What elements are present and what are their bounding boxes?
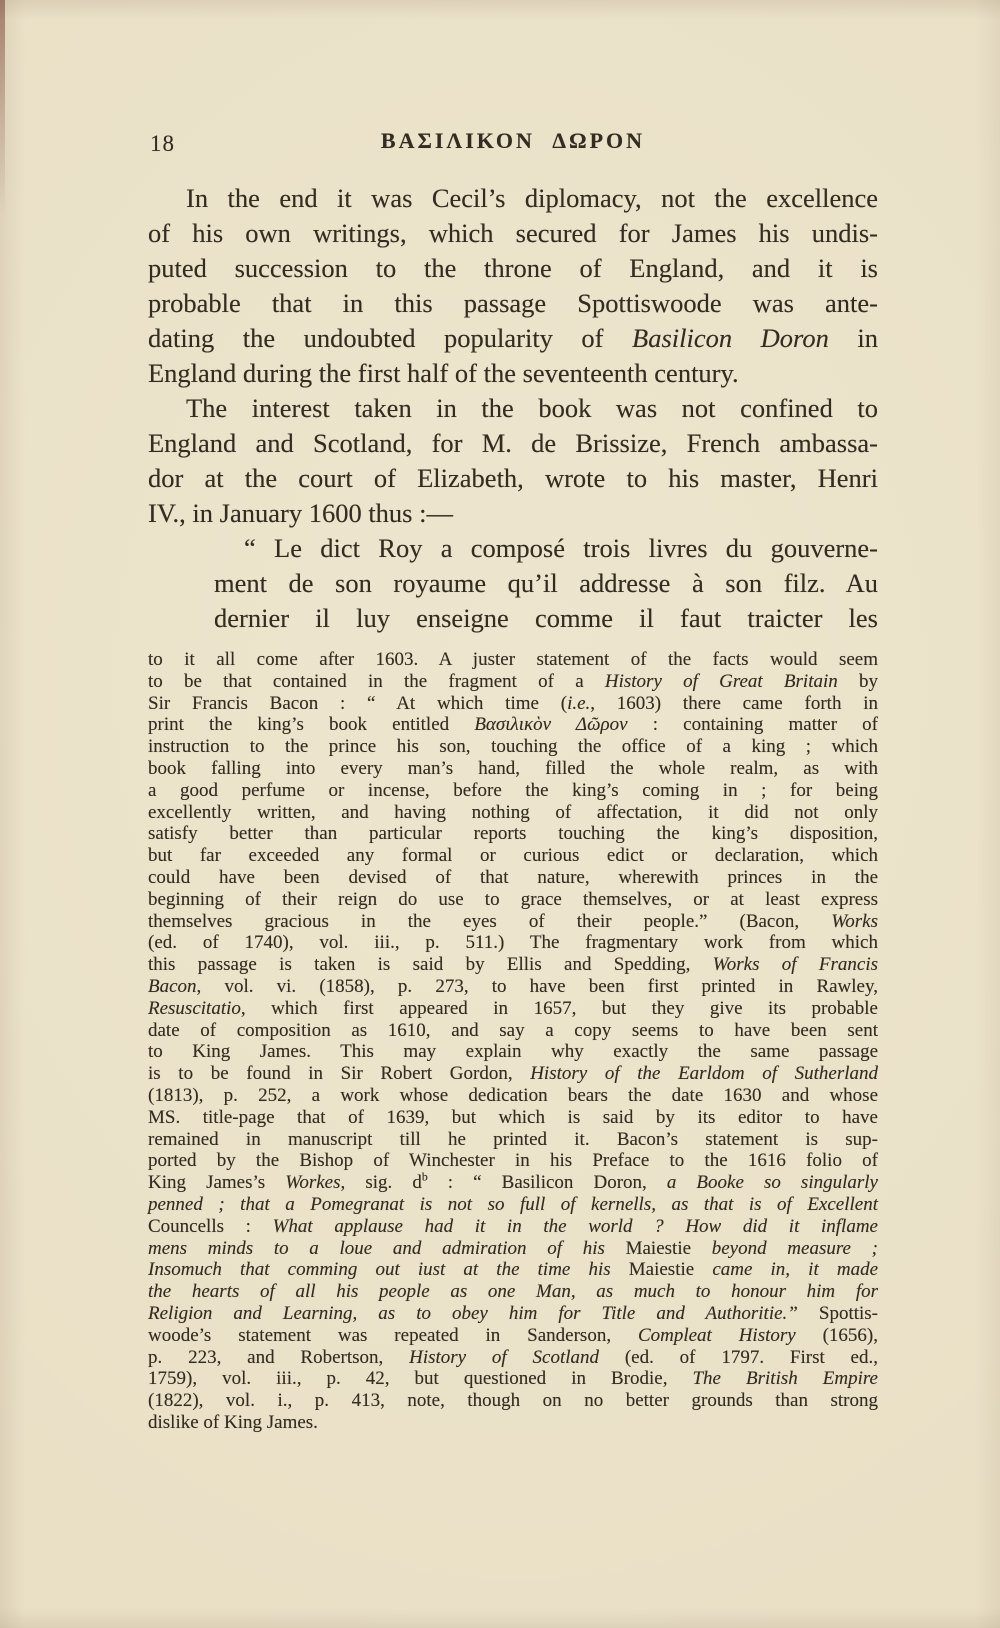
italic-segment: Insomuch that comming out iust at the time his [148, 1259, 629, 1281]
italic-segment: the hearts of all his people as one Man, as much to honour him for [148, 1281, 878, 1303]
superscript: b [421, 1170, 428, 1184]
text-line [148, 1129, 878, 1151]
text-segment: puted succession to the throne of England, and it is [148, 253, 878, 283]
text-segment: (1822), vol. i., p. 413, note, though on no better grounds than strong [148, 1390, 878, 1412]
text-line [148, 1063, 878, 1085]
text-line [148, 714, 878, 736]
text-segment: Maiestie [628, 1259, 695, 1281]
italic-segment: History of Scotland [409, 1346, 600, 1368]
text-line [148, 649, 878, 671]
italic-segment: Religion and Learning, as to obey him for Title and Authoritie.” [148, 1302, 798, 1324]
text-line [148, 1172, 878, 1194]
italic-segment: The British Empire [692, 1368, 878, 1390]
italic-segment: What applause had it in the world ? How did it inflame [272, 1215, 878, 1237]
text-segment: England and Scotland, for M. de Brissize, French ambassa- [148, 428, 878, 458]
text-segment: Councells : [148, 1215, 273, 1237]
text-segment: themselves gracious in the eyes of their people.” (Bacon, [148, 910, 832, 932]
italic-segment: came in, it made [694, 1259, 879, 1281]
italic-segment: Βασιλικὸν Δῶρον [474, 714, 628, 736]
text-segment: In the end it was Cecil’s diplomacy, not the excellence [186, 183, 878, 213]
text-line [148, 1368, 878, 1390]
text-segment: , vol. vi. (1858), p. 273, to have been first printed in Rawley, [196, 975, 878, 997]
text-segment: “ Le dict Roy a composé trois livres du gouverne- [244, 533, 878, 563]
italic-segment: Basilicon Doron [632, 323, 829, 353]
text-segment: remained in manuscript till he printed it. Bacon’s statement is sup- [148, 1128, 878, 1150]
text-segment: King James’s [148, 1172, 286, 1194]
text-segment: but far exceeded any formal or curious edict or declaration, which [148, 845, 878, 867]
text-line [148, 1041, 878, 1063]
text-line [148, 671, 878, 693]
text-line [148, 1216, 878, 1238]
text-line [148, 1085, 878, 1107]
text-line [148, 1412, 878, 1434]
text-line [148, 1107, 878, 1129]
text-line [148, 954, 878, 976]
text-line [148, 461, 878, 496]
text-line [148, 1194, 878, 1216]
text-segment: England during the first half of the seventeenth century. [148, 358, 739, 388]
page-header [148, 128, 878, 160]
text-segment: in [828, 323, 878, 353]
paragraph-2 [148, 391, 878, 531]
text-segment: date of composition as 1610, and say a copy seems to have been sent [148, 1019, 878, 1041]
text-segment: to King James. This may explain why exactly the same passage [148, 1041, 878, 1063]
text-segment: The interest taken in the book was not confined to [186, 393, 878, 423]
text-segment: is to be found in Sir Robert Gordon, [148, 1063, 531, 1085]
text-line [148, 802, 878, 824]
text-line [148, 1259, 878, 1281]
text-segment: woode’s statement was repeated in Sanderson, [148, 1324, 638, 1346]
text-segment: (1656), [795, 1324, 878, 1346]
text-segment: IV., in January 1600 thus :— [148, 498, 453, 528]
text-line [148, 1390, 878, 1412]
text-line [148, 823, 878, 845]
text-segment: to it all come after 1603. A juster statement of the facts would seem [148, 649, 878, 670]
text-segment: probable that in this passage Spottiswoode was ante- [148, 288, 878, 318]
text-segment: a good perfume or incense, before the king’s coming in ; for being [148, 779, 878, 801]
text-segment: , sig. d [340, 1172, 422, 1194]
italic-segment: beyond measure ; [691, 1237, 878, 1259]
footnote-block [148, 649, 878, 1434]
italic-segment: a Booke so singularly [666, 1172, 878, 1194]
text-segment: MS. title-page that of 1639, but which is said by its editor to have [148, 1106, 878, 1128]
text-line [214, 601, 878, 636]
text-segment: beginning of their reign do use to grace themselves, or at least express [148, 888, 878, 910]
text-line [148, 845, 878, 867]
text-line [148, 251, 878, 286]
text-segment: Sir Francis Bacon : “ At which time ( [148, 692, 568, 714]
text-segment: dernier il luy enseigne comme il faut traicter les [214, 603, 878, 633]
text-line [148, 356, 878, 391]
text-line [148, 780, 878, 802]
text-line [148, 1303, 878, 1325]
italic-segment: History of Great Britain [604, 670, 838, 692]
text-segment: (1813), p. 252, a work whose dedication bears the date 1630 and whose [148, 1084, 878, 1106]
text-line [148, 1020, 878, 1042]
text-segment: , which first appeared in 1657, but they give its probable [240, 997, 878, 1019]
page-number: 18 [150, 131, 175, 156]
italic-segment: Workes [285, 1172, 341, 1194]
italic-segment: Resuscitatio [148, 997, 241, 1019]
text-line [148, 1347, 878, 1369]
text-segment: dislike of King James. [148, 1411, 318, 1433]
french-quote-block [214, 531, 878, 636]
text-segment: Maiestie [625, 1237, 692, 1259]
text-segment: (ed. of 1740), vol. iii., p. 511.) The fragmentary work from which [148, 932, 878, 954]
text-segment: (ed. of 1797. First ed., [599, 1346, 878, 1368]
text-segment: , 1603) there came forth in [590, 692, 879, 714]
text-line [148, 889, 878, 911]
italic-segment: i.e. [567, 692, 591, 714]
text-segment: ment de son royaume qu’il addresse à son filz. Au [214, 568, 878, 598]
text-line [148, 998, 878, 1020]
text-line [148, 911, 878, 933]
text-segment: : containing matter of [627, 714, 879, 736]
text-line [148, 932, 878, 954]
text-line [214, 566, 878, 601]
text-line [148, 1150, 878, 1172]
text-segment: this passage is taken is said by Ellis and Spedding, [148, 954, 713, 976]
italic-segment: History of the Earldom of Sutherland [530, 1063, 878, 1085]
text-line [148, 1281, 878, 1303]
text-segment: excellently written, and having nothing of affectation, it did not only [148, 801, 878, 823]
text-segment: by [837, 670, 879, 692]
text-line [148, 496, 878, 531]
italic-segment: Compleat History [637, 1324, 796, 1346]
running-title: ΒΑΣΙΛΙΚΟΝ ΔΩΡΟΝ [380, 128, 646, 153]
text-line [148, 321, 878, 356]
text-line [148, 216, 878, 251]
text-line [148, 1325, 878, 1347]
italic-segment: penned ; that a Pomegranat is not so full of kernells, as that is of Excellent [148, 1193, 878, 1215]
text-segment: : “ Basilicon Doron, [427, 1172, 667, 1194]
text-line [148, 1238, 878, 1260]
paragraph-1 [148, 181, 878, 391]
text-segment: book falling into every man’s hand, filled the whole realm, as with [148, 757, 878, 779]
text-segment: dating the undoubted popularity of [148, 323, 633, 353]
italic-segment: Works of Francis [712, 954, 878, 976]
text-segment: p. 223, and Robertson, [148, 1346, 410, 1368]
text-line [214, 531, 878, 566]
text-line [148, 181, 878, 216]
text-segment: print the king’s book entitled [148, 714, 475, 736]
text-segment: could have been devised of that nature, wherewith princes in the [148, 866, 878, 888]
text-line [148, 286, 878, 321]
text-line [148, 426, 878, 461]
text-segment: 1759), vol. iii., p. 42, but questioned in Brodie, [148, 1368, 693, 1390]
page-edge-shadow [0, 0, 5, 215]
italic-segment: Bacon [148, 975, 197, 997]
text-segment: instruction to the prince his son, touching the office of a king ; which [148, 736, 878, 758]
text-line [148, 758, 878, 780]
text-line [148, 867, 878, 889]
text-segment: of his own writings, which secured for James his undis- [148, 218, 878, 248]
text-block [148, 128, 878, 1434]
text-line [148, 693, 878, 715]
text-line [148, 391, 878, 426]
main-text [148, 181, 878, 636]
text-segment: satisfy better than particular reports touching the king’s disposition, [148, 823, 878, 845]
italic-segment: mens minds to a loue and admiration of his [148, 1237, 626, 1259]
text-segment: dor at the court of Elizabeth, wrote to his master, Henri [148, 463, 878, 493]
text-line [148, 976, 878, 998]
text-segment: to be that contained in the fragment of a [148, 670, 605, 692]
italic-segment: Works [831, 910, 878, 932]
text-segment: Spottis- [797, 1302, 879, 1324]
text-line [148, 736, 878, 758]
text-segment: ported by the Bishop of Winchester in his Preface to the 1616 folio of [148, 1150, 878, 1172]
